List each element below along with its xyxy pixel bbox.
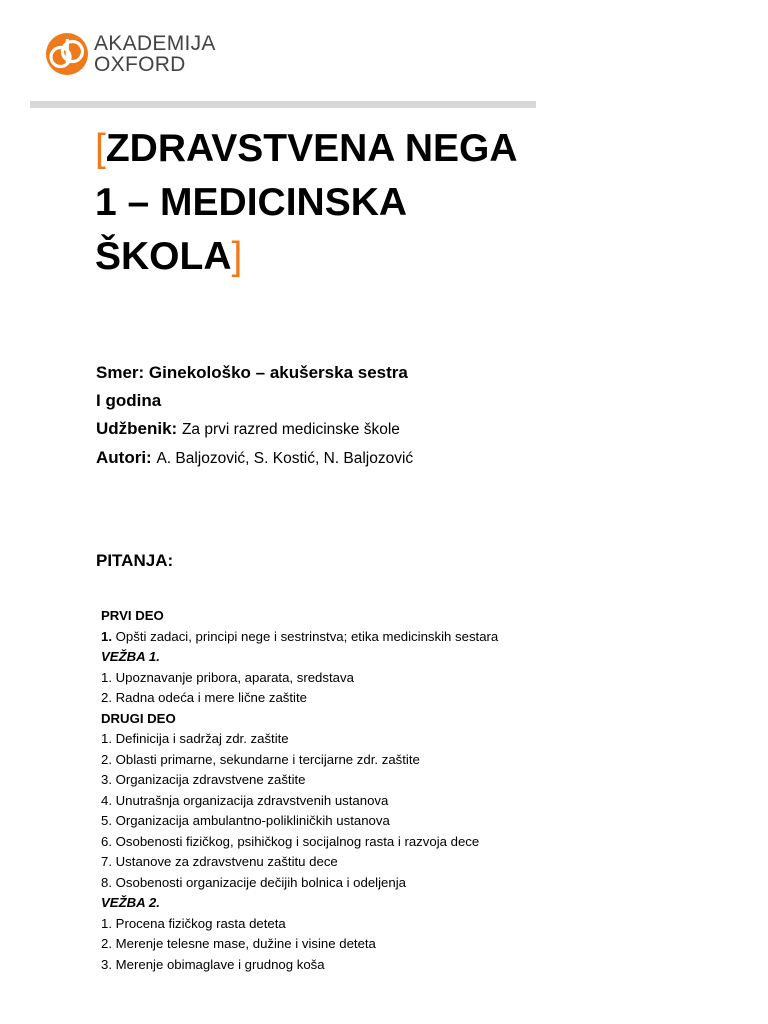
meta-udzbenik-label: Udžbenik: <box>96 419 178 438</box>
list-item: 1. Upoznavanje pribora, aparata, sredstava <box>101 669 354 685</box>
list-item: 1. Definicija i sadržaj zdr. zaštite <box>101 731 289 746</box>
meta-udzbenik-value: Za prvi razred medicinske škole <box>181 421 400 438</box>
title-open-bracket: [ <box>95 127 106 170</box>
course-meta <box>96 359 413 473</box>
title-line-3: ŠKOLA <box>95 235 232 278</box>
question-list <box>101 606 551 975</box>
list-item: 3. Organizacija zdravstvene zaštite <box>101 772 306 787</box>
list-item: 8. Osobenosti organizacije dečijih bolnica i odeljenja <box>101 874 406 890</box>
list-item: 7. Ustanove za zdravstvenu zaštitu dece <box>101 854 338 869</box>
brand-logo <box>45 31 216 77</box>
logo-wordmark <box>94 33 216 75</box>
list-item: 6. Osobenosti fizičkog, psihičkog i socijalnog rasta i razvoja dece <box>101 833 480 849</box>
meta-godina: I godina <box>96 391 162 410</box>
header-divider <box>30 101 536 108</box>
logo-line-1: AKADEMIJA <box>94 32 216 55</box>
list-item: 3. Merenje obimaglave i grudnog koša <box>101 956 325 972</box>
list-item: 2. Radna odeća i mere lične zaštite <box>101 690 307 705</box>
meta-autori-value: A. Baljozović, S. Kostić, N. Baljozović <box>156 450 414 467</box>
list-item: 2. Oblasti primarne, sekundarne i tercijarne zdr. zaštite <box>101 751 420 767</box>
section-heading: DRUGI DEO <box>101 710 176 726</box>
list-item: 2. Merenje telesne mase, dužine i visine deteta <box>101 936 376 951</box>
exercise-heading: VEŽBA 1. <box>101 649 160 664</box>
section-heading: PRVI DEO <box>101 608 164 623</box>
title-line-1: ZDRAVSTVENA NEGA <box>105 127 518 170</box>
list-item: 5. Organizacija ambulantno-polikliničkih ustanova <box>101 813 390 828</box>
list-item: 4. Unutrašnja organizacija zdravstvenih ustanova <box>101 792 389 808</box>
questions-heading: PITANJA: <box>96 551 174 570</box>
list-item: 1. Procena fizičkog rasta deteta <box>101 915 286 931</box>
document-title <box>95 122 555 284</box>
title-line-2: 1 – MEDICINSKA <box>95 181 408 224</box>
meta-autori-label: Autori: <box>96 448 152 467</box>
akademija-oxford-logo-icon <box>45 32 89 76</box>
title-close-bracket: ] <box>231 235 243 278</box>
exercise-heading: VEŽBA 2. <box>101 895 160 910</box>
list-item <box>101 627 551 648</box>
list-item-text: Opšti zadaci, principi nege i sestrinstva; etika medicinskih sestara <box>112 628 499 644</box>
list-item-number: 1. <box>101 628 112 644</box>
meta-smer: Smer: Ginekološko – akušerska sestra <box>96 363 408 382</box>
logo-line-2: OXFORD <box>94 53 186 76</box>
